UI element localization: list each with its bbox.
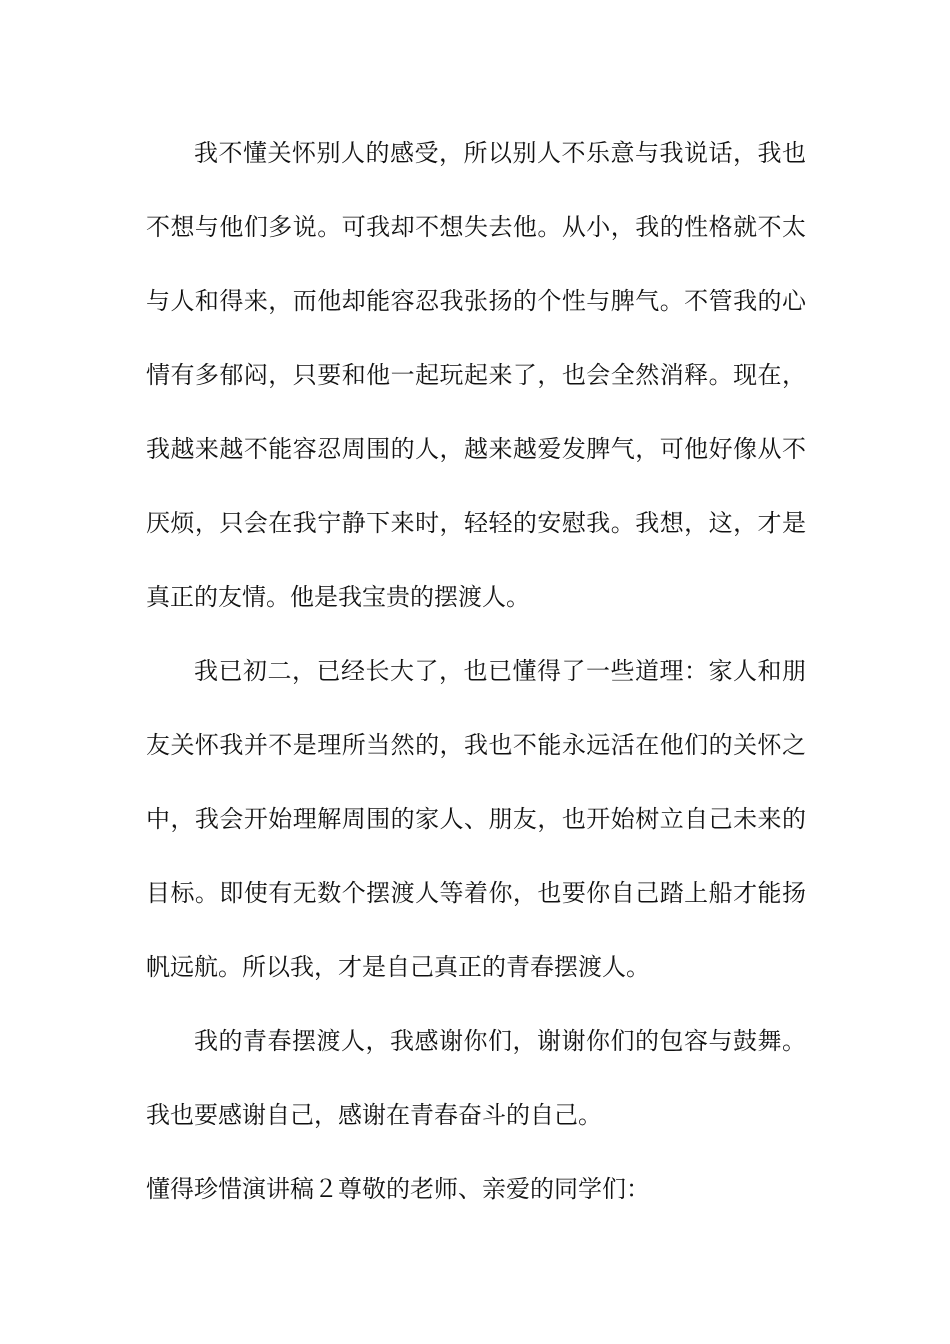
paragraph-3: 我的青春摆渡人，我感谢你们，谢谢你们的包容与鼓舞。我也要感谢自己，感谢在青春奋斗的自己。 — [146, 1027, 806, 1129]
paragraph-1: 我不懂关怀别人的感受，所以别人不乐意与我说话，我也不想与他们多说。可我却不想失去他。从小，我的性格就不太与人和得来，而他却能容忍我张扬的个性与脾气。不管我的心情有多郁闷，只要和他一起玩起来了，也会全然消释。现在，我越来越不能容忍周围的人，越来越爱发脾气，可他好像从不厌烦，只会在我宁静下来时，轻轻的安慰我。我想，这，才是真正的友情。他是我宝贵的摆渡人。 — [146, 139, 806, 611]
body-text — [146, 116, 806, 1226]
speech-heading-line: 懂得珍惜演讲稿２尊敬的老师、亲爱的同学们： — [146, 1175, 650, 1203]
paragraph-2: 我已初二，已经长大了，也已懂得了一些道理：家人和朋友关怀我并不是理所当然的，我也不能永远活在他们的关怀之中，我会开始理解周围的家人、朋友，也开始树立自己未来的目标。即使有无数个摆渡人等着你，也要你自己踏上船才能扬帆远航。所以我，才是自己真正的青春摆渡人。 — [146, 657, 806, 981]
